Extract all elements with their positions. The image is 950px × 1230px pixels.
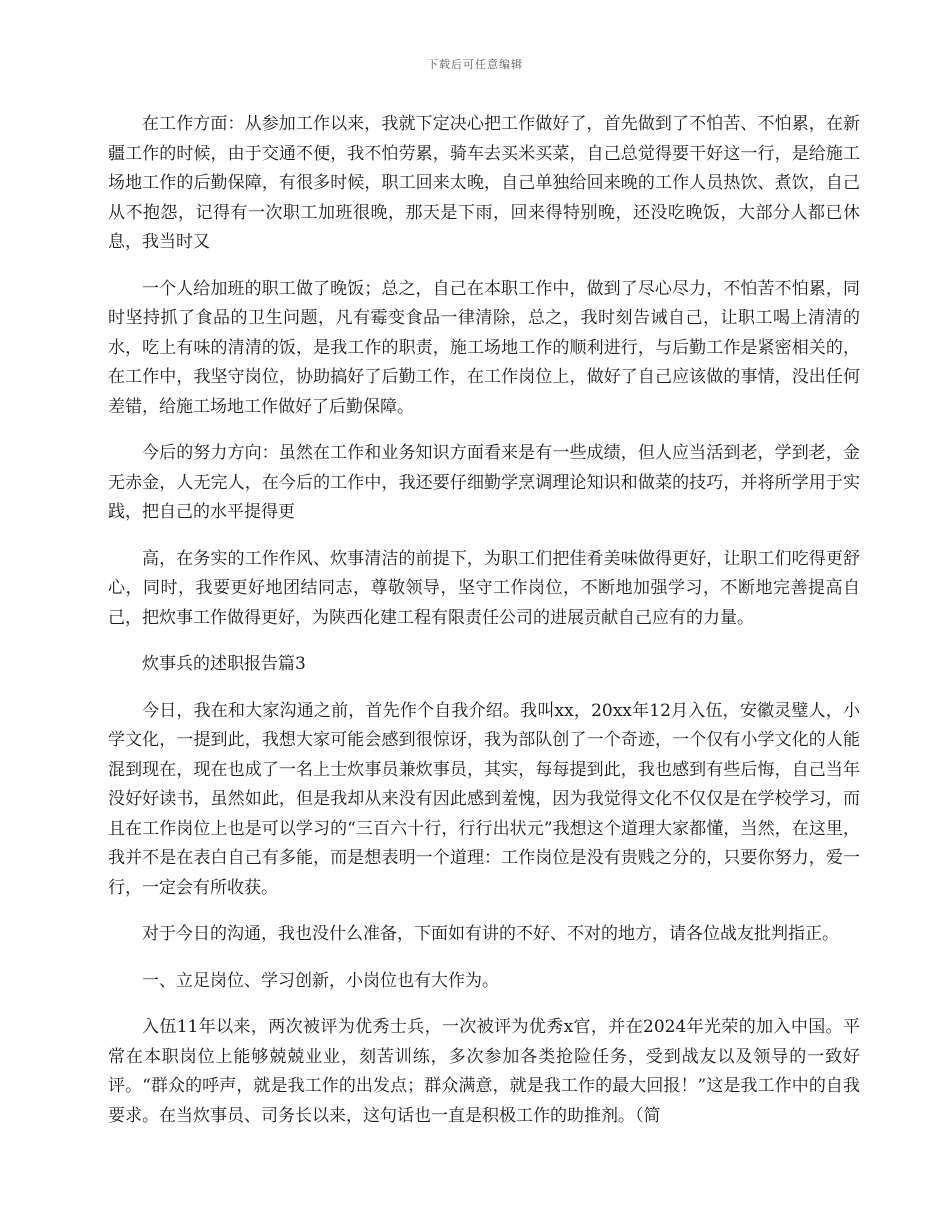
paragraph-work-aspect: 在工作方面：从参加工作以来，我就下定决心把工作做好了，首先做到了不怕苦、不怕累，在新疆工作的时候，由于交通不便，我不怕劳累，骑车去买米买菜，自己总觉得要干好这一行，是给施工场地工作的后勤保障，有很多时候，职工回来太晚，自己单独给回来晚的工作人员热饮、煮饮，自己从不抱怨，记得有一次职工加班很晚，那天是下雨，回来得特别晚，还没吃晚饭，大部分人都已休息，我当时又 [108,114,860,252]
paragraph-improvement: 高，在务实的工作作风、炊事清洁的前提下，为职工们把佳肴美味做得更好，让职工们吃得更舒心，同时，我要更好地团结同志，尊敬领导，坚守工作岗位，不断地加强学习，不断地完善提高自己，把炊事工作做得更好，为陕西化建工程有限责任公司的进展贡献自己应有的力量。 [108,548,860,628]
paragraph-communication-note: 对于今日的沟通，我也没什么准备，下面如有讲的不好、不对的地方，请各位战友批判指正。 [142,924,839,944]
page-header: 下载后可任意编辑 [427,58,523,71]
paragraph-overtime-dinner: 一个人给加班的职工做了晚饭；总之，自己在本职工作中，做到了尽心尽力，不怕苦不怕累，同时坚持抓了食品的卫生问题，凡有霉变食品一律清除，总之，我时刻告诫自己，让职工喝上清清的水，吃上有味的清清的饭，是我工作的职责，施工场地工作的顺利进行，与后勤工作是紧密相关的，在工作中，我坚守岗位，协助搞好了后勤工作，在工作岗位上，做好了自己应该做的事情，没出任何差错，给施工场地工作做好了后勤保障。 [108,278,860,417]
section-title-report-3: 炊事兵的述职报告篇3 [142,654,306,674]
section-heading-one: 一、立足岗位、学习创新，小岗位也有大作为。 [142,970,499,991]
document-body [108,110,860,1148]
paragraph-service-record: 入伍11年以来，两次被评为优秀士兵，一次被评为优秀x官，并在2024年光荣的加入中国。平常在本职岗位上能够兢兢业业，刻苦训练，多次参加各类抢险任务，受到战友以及领导的一致好评。“群众的呼声，就是我工作的出发点；群众满意，就是我工作的最大回报！”这是我工作中的自我要求。在当炊事员、司务长以来，这句话也一直是积极工作的助推剂。（简 [108,1017,860,1126]
paragraph-future-direction: 今后的努力方向：虽然在工作和业务知识方面看来是有一些成绩，但人应当活到老，学到老，金无赤金，人无完人，在今后的工作中，我还要仔细勤学烹调理论知识和做菜的技巧，并将所学用于实践，把自己的水平提得更 [108,443,860,522]
paragraph-self-introduction: 今日，我在和大家沟通之前，首先作个自我介绍。我叫xx，20xx年12月入伍，安徽灵璧人，小学文化，一提到此，我想大家可能会感到很惊讶，我为部队创了一个奇迹，一个仅有小学文化的人能混到现在，现在也成了一名上士炊事员兼炊事员，其实，每每提到此，我也感到有些后悔，自己当年没好好读书，虽然如此，但是我却从来没有因此感到羞愧，因为我觉得文化不仅仅是在学校学习，而且在工作岗位上也是可以学习的“三百六十行，行行出状元”我想这个道理大家都懂，当然，在这里，我并不是在表白自己有多能，而是想表明一个道理：工作岗位是没有贵贱之分的，只要你努力，爱一行，一定会有所收获。 [108,700,860,898]
